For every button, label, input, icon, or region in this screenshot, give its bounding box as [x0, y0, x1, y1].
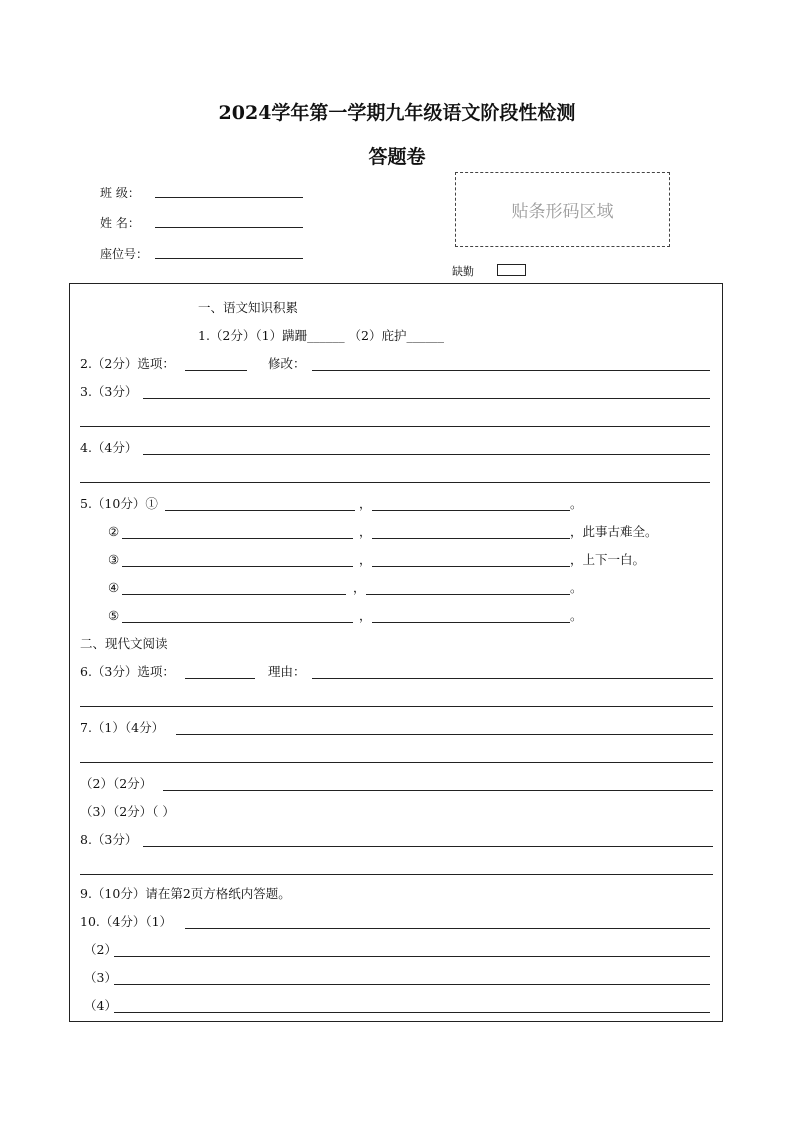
q6-reason-label: 理由： [268, 664, 306, 679]
q6-label: 6.（3分）选项： [80, 664, 175, 679]
q7-2-line[interactable] [163, 790, 713, 791]
q5-5-label: ⑤ [108, 608, 120, 623]
q5-3-ending: ，上下一白。 [570, 552, 646, 567]
q10-4-line[interactable] [114, 1012, 710, 1013]
seat-label: 座位号： [100, 247, 149, 261]
q4-label: 4.（4分） [80, 440, 138, 455]
q7-2-label: （2）（2分） [80, 776, 153, 791]
q3-line-2[interactable] [80, 426, 710, 427]
q5-1-period: 。 [570, 496, 583, 511]
q10-1-line[interactable] [185, 928, 710, 929]
q2-option-line[interactable] [185, 370, 247, 371]
barcode-label: 贴条形码区域 [511, 202, 614, 222]
q4-line-2[interactable] [80, 482, 710, 483]
q5-3-label: ③ [108, 552, 120, 567]
q8-line-2[interactable] [80, 874, 713, 875]
q5-1-comma: ， [359, 496, 372, 511]
q7-3-label: （3）（2分）（ ） [80, 804, 175, 819]
absent-checkbox[interactable] [497, 264, 526, 276]
seat-field[interactable] [155, 246, 303, 259]
q5-5-line-a[interactable] [122, 622, 353, 623]
q7-1-label: 7.（1）（4分） [80, 720, 165, 735]
q5-2-line-b[interactable] [372, 538, 570, 539]
q10-3-line[interactable] [114, 984, 710, 985]
q4-line-1[interactable] [143, 454, 710, 455]
q5-4-line-b[interactable] [366, 594, 570, 595]
q5-1-line-b[interactable] [372, 510, 570, 511]
class-label: 班 级： [100, 186, 140, 200]
page-title: 2024学年第一学期九年级语文阶段性检测 [218, 102, 576, 124]
name-label: 姓 名： [100, 216, 140, 230]
q8-line-1[interactable] [143, 846, 713, 847]
class-field[interactable] [155, 185, 303, 198]
q3-label: 3.（3分） [80, 384, 138, 399]
q5-5-period: 。 [570, 608, 583, 623]
name-field[interactable] [155, 215, 303, 228]
q5-2-comma: ， [359, 524, 372, 539]
answer-frame [69, 283, 723, 1022]
q5-2-line-a[interactable] [122, 538, 353, 539]
q5-3-comma: ， [359, 552, 372, 567]
q5-1-line-a[interactable] [165, 510, 355, 511]
q5-4-period: 。 [570, 580, 583, 595]
q7-1-line-1[interactable] [176, 734, 713, 735]
q9-text: 9.（10分）请在第2页方格纸内答题。 [80, 886, 291, 901]
q10-1-label: 10.（4分）（1） [80, 914, 173, 929]
q10-3-label: （3） [84, 970, 117, 985]
q10-2-label: （2） [84, 942, 117, 957]
q5-2-ending: ，此事古难全。 [570, 524, 658, 539]
q5-5-line-b[interactable] [372, 622, 570, 623]
q5-4-line-a[interactable] [122, 594, 346, 595]
q10-2-line[interactable] [114, 956, 710, 957]
q2-modify-label: 修改： [268, 356, 306, 371]
q8-label: 8.（3分） [80, 832, 138, 847]
q5-2-label: ② [108, 524, 120, 539]
q5-4-label: ④ [108, 580, 120, 595]
q5-5-comma: ， [359, 608, 372, 623]
q6-option-line[interactable] [185, 678, 255, 679]
q1-text: 1.（2分）（1）蹒跚______ （2）庇护______ [198, 328, 445, 343]
q5-label: 5.（10分）① [80, 496, 158, 511]
q6-line-2[interactable] [80, 706, 713, 707]
q5-4-comma: ， [353, 580, 366, 595]
q5-3-line-a[interactable] [122, 566, 353, 567]
q3-line-1[interactable] [143, 398, 710, 399]
section-2-heading: 二、现代文阅读 [80, 636, 168, 651]
q2-modify-line[interactable] [312, 370, 710, 371]
q5-3-line-b[interactable] [372, 566, 570, 567]
q2-label: 2.（2分）选项： [80, 356, 175, 371]
absent-label: 缺勤 [452, 265, 474, 278]
q7-1-line-2[interactable] [80, 762, 713, 763]
page-subtitle: 答题卷 [368, 146, 426, 168]
q10-4-label: （4） [84, 998, 117, 1013]
section-1-heading: 一、语文知识积累 [198, 300, 299, 315]
barcode-area [455, 172, 670, 247]
q6-reason-line[interactable] [312, 678, 713, 679]
